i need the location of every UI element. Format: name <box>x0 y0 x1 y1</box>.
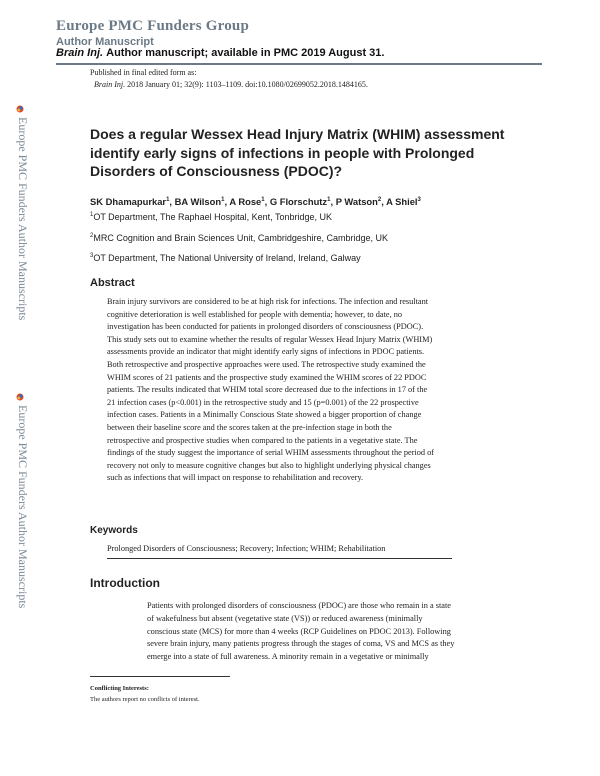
introduction-body <box>147 600 532 664</box>
affiliation: $^3$OT Department, The National University of Ireland, Ireland, Galway <box>90 253 361 263</box>
published-label: Published in final edited form as: <box>90 68 197 77</box>
author-list <box>90 196 421 207</box>
abstract-line: retrospective and prospective studies when compared to the patients in a vegetative state. The <box>107 435 418 445</box>
abstract-heading: Abstract <box>90 277 135 289</box>
abstract-line: investigation has been conducted for patients in prolonged disorders of consciousness (PDOC). <box>107 322 424 332</box>
citation-line <box>94 80 368 89</box>
sidebar-text-1: Europe PMC Funders Author Manuscripts <box>16 117 30 321</box>
footnote-text: The authors report no conflicts of interest. <box>90 696 200 703</box>
abstract-body <box>107 296 490 485</box>
sidebar-text-2: Europe PMC Funders Author Manuscripts <box>16 405 30 609</box>
abstract-line: such as infections that will impact on response to rehabilitation and recovery. <box>107 473 364 483</box>
footnote-divider <box>90 676 230 677</box>
journal-name: Brain Inj. <box>56 47 104 59</box>
abstract-line: Brain injury survivors are considered to be at high risk for infections. The infection and resultant <box>107 297 429 306</box>
author: P Watson$^2$, <box>335 196 387 207</box>
abstract-line: assessments provide an indicator that might identify early signs of infections in PDOC patients. <box>107 347 425 357</box>
funders-group-header: Europe PMC Funders Group <box>56 18 250 34</box>
abstract-line: recovery not only to measure cognitive changes but also to highlight underlying physical changes <box>107 460 431 470</box>
header-divider <box>56 63 542 65</box>
europe-pmc-logo-icon <box>16 393 24 401</box>
author: SK Dhamapurkar$^1$, <box>90 196 175 207</box>
author-manuscript-label: Author Manuscript <box>56 36 154 48</box>
abstract-line: Both retrospective and prospective approaches were used. The retrospective study examined the <box>107 359 426 369</box>
intro-line: conscious state (MCS) for more than 4 weeks (RCP Guidelines on PDOC 2013). Following <box>147 626 451 636</box>
article-title: Does a regular Wessex Head Injury Matrix (WHIM) assessment identify early signs of infections in people with Prolonged Disorders of Consciousness (PDOC)? <box>90 126 505 179</box>
abstract-line: cognitive deterioration is well established for people with dementia; however, to date, no <box>107 309 403 319</box>
keywords-divider <box>107 558 452 559</box>
abstract-line: This study sets out to examine whether the results of regular Wessex Head Injury Matrix (WHIM) <box>107 334 433 344</box>
abstract-line: WHIM scores of 21 patients and the prospective study examined the WHIM scores of 22 PDOC <box>107 372 427 382</box>
availability-text: Author manuscript; available in PMC 2019 August 31. <box>106 47 385 59</box>
abstract-line: between their baseline score and the scores taken at the pre-infection stage in both the <box>107 422 392 432</box>
author: A Rose$^1$, <box>229 196 270 207</box>
intro-line: Patients with prolonged disorders of consciousness (PDOC) are those who remain in a state <box>147 601 451 610</box>
abstract-line: 21 infection cases (p<0.001) in the retrospective study and 15 (p=0.001) of the 22 prospective <box>107 397 419 407</box>
introduction-heading: Introduction <box>90 576 160 590</box>
citation-journal: Brain Inj. <box>94 80 126 89</box>
author: A Shiel$^3$ <box>386 196 421 207</box>
intro-line: of wakefulness but absent (vegetative state (VS)) or reduced awareness (minimally <box>147 613 423 623</box>
funders-sidebar <box>6 105 38 665</box>
affiliation: $^2$MRC Cognition and Brain Sciences Unit, Cambridgeshire, Cambridge, UK <box>90 233 388 243</box>
intro-line: severe brain injury, many patients progress through the stages of coma, VS and MCS as they <box>147 639 455 649</box>
abstract-line: patients. The results indicated that WHIM total score decreased due to the infections in 17 of the <box>107 385 428 395</box>
footnote-label: Conflicting Interests: <box>90 685 149 692</box>
journal-availability-line <box>56 47 384 59</box>
citation-details: 2018 January 01; 32(9): 1103–1109. doi:10.1080/02699052.2018.1484165. <box>127 80 368 89</box>
keywords-heading: Keywords <box>90 525 138 536</box>
author: G Florschutz$^1$, <box>269 196 336 207</box>
intro-line: emerge into a state of full awareness. A minority remain in a vegetative or minimally <box>147 652 429 662</box>
keywords-list: Prolonged Disorders of Consciousness; Recovery; Infection; WHIM; Rehabilitation <box>107 544 386 553</box>
europe-pmc-logo-icon <box>16 105 24 113</box>
author: BA Wilson$^1$, <box>174 196 230 207</box>
abstract-line: infection cases. Patients in a Minimally Conscious State showed a bigger proportion of change <box>107 410 422 420</box>
abstract-line: findings of the study suggest the importance of serial WHIM assessments throughout the period of <box>107 448 435 458</box>
affiliation: $^1$OT Department, The Raphael Hospital, Kent, Tonbridge, UK <box>90 212 332 222</box>
